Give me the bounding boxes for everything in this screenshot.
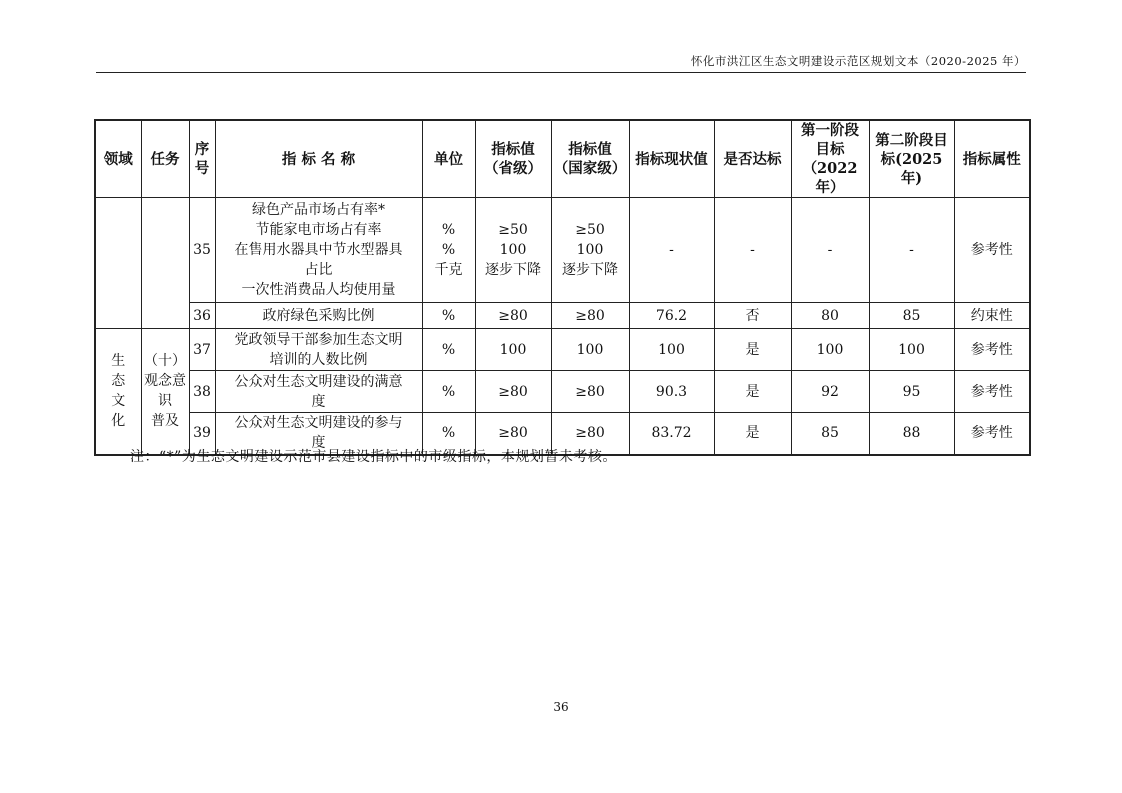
prov-cell: ≥80 <box>475 413 551 455</box>
name-cell: 绿色产品市场占有率* 节能家电市场占有率 在售用水器具中节水型器具 占比 一次性消费品人均使用量 <box>215 198 422 303</box>
seq-cell: 38 <box>189 371 215 413</box>
col-header-seq: 序 号 <box>189 120 215 198</box>
seq-cell: 39 <box>189 413 215 455</box>
col-header-stage1: 第一阶段 目标（2022 年） <box>791 120 869 198</box>
attr-cell: 参考性 <box>954 413 1030 455</box>
attr-cell: 参考性 <box>954 371 1030 413</box>
unit-cell: % <box>422 329 475 371</box>
col-header-stage2: 第二阶段目 标(2025 年) <box>869 120 954 198</box>
status-cell: 76.2 <box>629 303 714 329</box>
reached-cell: 是 <box>714 371 791 413</box>
stage2-cell: 95 <box>869 371 954 413</box>
status-cell: - <box>629 198 714 303</box>
stage1-cell: - <box>791 198 869 303</box>
nat-cell: 100 <box>551 329 629 371</box>
header-rule <box>96 72 1026 73</box>
table-header-row <box>95 120 1030 198</box>
seq-cell: 36 <box>189 303 215 329</box>
stage1-cell: 85 <box>791 413 869 455</box>
stage2-cell: 100 <box>869 329 954 371</box>
status-cell: 100 <box>629 329 714 371</box>
col-header-domain: 领域 <box>95 120 141 198</box>
seq-cell: 37 <box>189 329 215 371</box>
status-cell: 90.3 <box>629 371 714 413</box>
table-note: 注：“*”为生态文明建设示范市县建设指标中的市级指标，本规划暂未考核。 <box>130 449 617 465</box>
status-cell: 83.72 <box>629 413 714 455</box>
prov-cell: ≥80 <box>475 303 551 329</box>
seq-cell: 35 <box>189 198 215 303</box>
col-header-unit: 单位 <box>422 120 475 198</box>
stage1-cell: 92 <box>791 371 869 413</box>
stage1-cell: 100 <box>791 329 869 371</box>
stage2-cell: - <box>869 198 954 303</box>
page-number: 36 <box>553 700 569 714</box>
name-cell: 公众对生态文明建设的满意 度 <box>215 371 422 413</box>
unit-cell: % <box>422 413 475 455</box>
table-row <box>95 329 1030 371</box>
attr-cell: 约束性 <box>954 303 1030 329</box>
table-row <box>95 303 1030 329</box>
task-cell-empty <box>141 198 189 329</box>
nat-cell: ≥50 100 逐步下降 <box>551 198 629 303</box>
col-header-nat: 指标值 （国家级） <box>551 120 629 198</box>
prov-cell: 100 <box>475 329 551 371</box>
col-header-task: 任务 <box>141 120 189 198</box>
col-header-reached: 是否达标 <box>714 120 791 198</box>
unit-cell: % <box>422 303 475 329</box>
prov-cell: ≥50 100 逐步下降 <box>475 198 551 303</box>
indicator-table <box>94 119 1031 456</box>
stage2-cell: 88 <box>869 413 954 455</box>
reached-cell: - <box>714 198 791 303</box>
unit-cell: % <box>422 371 475 413</box>
page-header: 怀化市洪江区生态文明建设示范区规划文本（2020-2025 年） <box>690 54 1026 68</box>
domain-cell-empty <box>95 198 141 329</box>
reached-cell: 是 <box>714 329 791 371</box>
name-cell: 公众对生态文明建设的参与 度 <box>215 413 422 455</box>
domain-cell: 生 态 文 化 <box>95 329 141 455</box>
name-cell: 政府绿色采购比例 <box>215 303 422 329</box>
stage1-cell: 80 <box>791 303 869 329</box>
col-header-status: 指标现状值 <box>629 120 714 198</box>
nat-cell: ≥80 <box>551 371 629 413</box>
col-header-prov: 指标值 （省级） <box>475 120 551 198</box>
attr-cell: 参考性 <box>954 198 1030 303</box>
col-header-attr: 指标属性 <box>954 120 1030 198</box>
table-row <box>95 198 1030 303</box>
reached-cell: 否 <box>714 303 791 329</box>
table-row <box>95 371 1030 413</box>
nat-cell: ≥80 <box>551 303 629 329</box>
stage2-cell: 85 <box>869 303 954 329</box>
prov-cell: ≥80 <box>475 371 551 413</box>
reached-cell: 是 <box>714 413 791 455</box>
name-cell: 党政领导干部参加生态文明 培训的人数比例 <box>215 329 422 371</box>
nat-cell: ≥80 <box>551 413 629 455</box>
col-header-name: 指 标 名 称 <box>215 120 422 198</box>
task-cell: （十） 观念意 识 普及 <box>141 329 189 455</box>
unit-cell: % % 千克 <box>422 198 475 303</box>
attr-cell: 参考性 <box>954 329 1030 371</box>
